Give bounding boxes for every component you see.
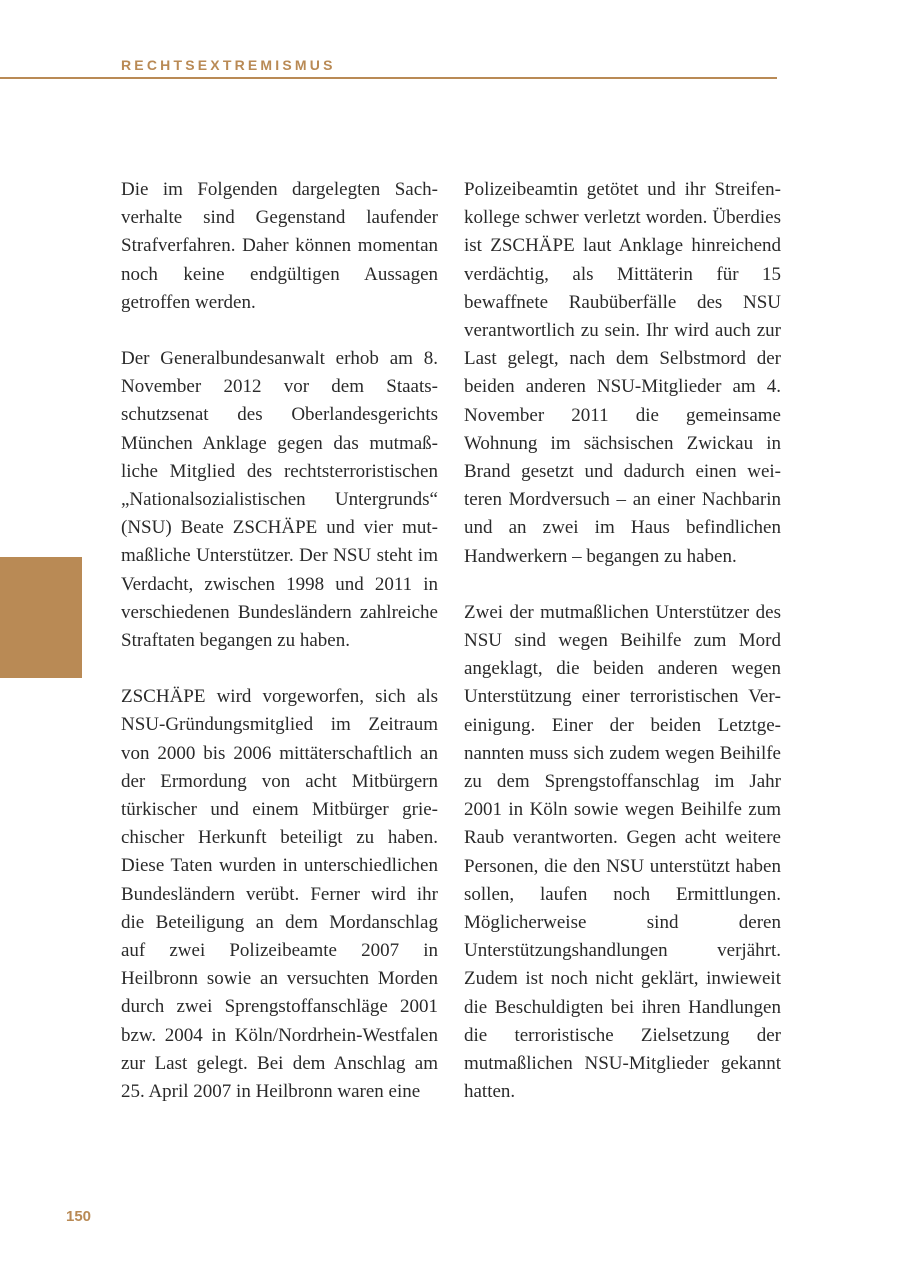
running-header: RECHTSEXTREMISMUS [121, 57, 336, 73]
chapter-tab-marker [0, 557, 82, 678]
page-number: 150 [66, 1208, 92, 1225]
header-divider [0, 77, 777, 79]
paragraph-supporters: Zwei der mutmaßlichen Unterstützer des NSU sind wegen Beihilfe zum Mord angeklagt, die beiden anderen wegen Unterstützung einer terroristischen Vereinigung. Einer der beiden Letztgenannten muss sich zudem wegen Beihilfe zu dem Sprengstoffanschlag im Jahr 2001 in Köln sowie wegen Beihilfe zum Raub verantworten. Gegen acht weitere Personen, die den NSU unterstützt haben sollen, laufen noch Ermittlungen. Möglicherweise sind deren Unterstützungshandlungen verjährt. Zudem ist noch nicht geklärt, inwieweit die Beschuldigten bei ihren Handlungen die terroristische Zielsetzung der mutmaßlichen NSU-Mitglieder gekannt hatten. [464, 601, 781, 1103]
text-column-right [464, 176, 781, 1135]
paragraph-accusations: ZSCHÄPE wird vorgeworfen, sich als NSU-Gründungsmitglied im Zeitraum von 2000 bis 2006 mittäterschaftlich an der Ermordung von acht Mitbürgern türkischer und einem Mitbürger griechischer Herkunft beteiligt zu haben. Diese Taten wurden in unterschiedlichen Bundesländern verübt. Ferner wird ihr die Beteiligung an dem Mordanschlag auf zwei Polizeibeamte 2007 in Heilbronn sowie an versuchten Morden durch zwei Sprengstoffanschläge 2001 bzw. 2004 in Köln/Nordrhein-Westfalen zur Last gelegt. Bei dem Anschlag am 25. April 2007 in Heilbronn waren eine [121, 686, 438, 1103]
text-column-left [121, 176, 438, 1134]
paragraph-indictment: Der Generalbundesanwalt erhob am 8. November 2012 vor dem Staatsschutzsenat des Oberlandesgerichts München Anklage gegen das mutmaßliche Mitglied des rechtsterroristischen „Nationalsozialistischen Untergrunds“ (NSU) Beate ZSCHÄPE und vier mutmaßliche Unterstützer. Der NSU steht im Verdacht, zwischen 1998 und 2011 in verschiedenen Bundesländern zahlreiche Straftaten begangen zu haben. [121, 348, 438, 652]
paragraph-intro: Die im Folgenden dargelegten Sachverhalte sind Gegenstand laufender Strafverfahren. Daher können momentan noch keine endgültigen Aussagen getroffen werden. [121, 179, 438, 313]
paragraph-accusations-continued: Polizeibeamtin getötet und ihr Streifenkollege schwer verletzt worden. Überdies ist ZSCHÄPE laut Anklage hinreichend verdächtig, als Mittäterin für 15 bewaffnete Raubüberfälle des NSU verantwortlich zu sein. Ihr wird auch zur Last gelegt, nach dem Selbstmord der beiden anderen NSU-Mitglieder am 4. November 2011 die gemeinsame Wohnung im sächsischen Zwickau in Brand gesetzt und dadurch einen weiteren Mordversuch – an einer Nachbarin und an zwei im Haus befindlichen Handwerkern – begangen zu haben. [464, 179, 781, 567]
